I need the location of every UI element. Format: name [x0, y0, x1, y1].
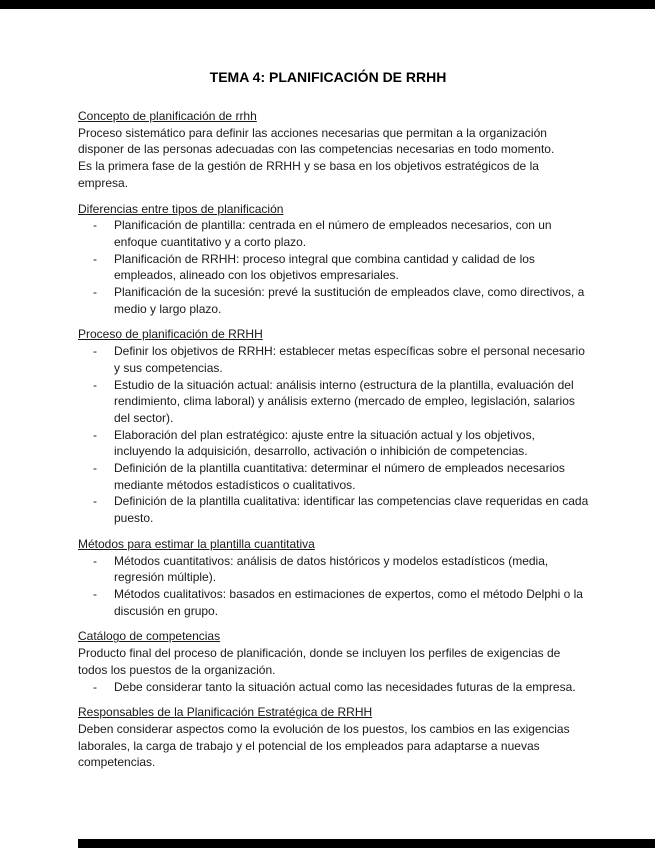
bullet-item — [78, 427, 592, 460]
bullet-text: Métodos cualitativos: basados en estimaciones de expertos, como el método Delphi o la discusión en grupo. — [114, 586, 583, 618]
bullet-list — [78, 679, 592, 696]
bullet-text: Elaboración del plan estratégico: ajuste entre la situación actual y los objetivos, incluyendo la adquisición, desarrollo, activación o inhibición de competencias. — [114, 427, 535, 459]
bullet-item — [78, 553, 592, 586]
bullet-dash-marker: - — [93, 285, 97, 300]
bullet-dash-marker: - — [93, 251, 97, 266]
section-heading: Diferencias entre tipos de planificación — [78, 201, 284, 216]
bullet-text: Estudio de la situación actual: análisis interno (estructura de la plantilla, evaluación del rendimiento, clima laboral) y análisis externo (mercado de empleo, legislación, salarios del sector). — [114, 377, 575, 425]
bullet-item — [78, 343, 592, 376]
bullet-item — [78, 460, 592, 493]
bullet-dash-marker: - — [93, 586, 97, 601]
bullet-item — [78, 679, 592, 696]
doc-section — [78, 201, 592, 318]
doc-section — [78, 536, 592, 620]
bullet-dash-marker: - — [93, 679, 97, 694]
bullet-dash-marker: - — [93, 461, 97, 476]
bullet-text: Debe considerar tanto la situación actual como las necesidades futuras de la empresa. — [114, 679, 576, 694]
section-heading: Proceso de planificación de RRHH — [78, 327, 263, 342]
bullet-list — [78, 553, 592, 620]
bullet-item — [78, 377, 592, 427]
doc-section — [78, 704, 592, 771]
section-heading: Concepto de planificación de rrhh — [78, 109, 257, 123]
top-edge-bar — [0, 0, 655, 9]
paragraph: Deben considerar aspectos como la evolución de los puestos, los cambios en las exigencias laborales, la carga de trabajo y el potencial de los empleados para adaptarse a nuevas competencias. — [78, 721, 570, 770]
bullet-dash-marker: - — [93, 553, 97, 568]
paragraph: Es la primera fase de la gestión de RRHH y se basa en los objetivos estratégicos de la empresa. — [78, 159, 539, 190]
bullet-dash-marker: - — [93, 427, 97, 442]
bullet-item — [78, 493, 592, 526]
bullet-item — [78, 284, 592, 317]
section-heading: Catálogo de competencias — [78, 629, 221, 644]
bullet-text: Definición de la plantilla cuantitativa: determinar el número de empleados necesarios mediante métodos estadísticos o cualitativos. — [114, 461, 565, 492]
bottom-edge-bar — [78, 839, 655, 848]
bullet-dash-marker: - — [93, 218, 97, 233]
document-title: TEMA 4: PLANIFICACIÓN DE RRHH — [209, 69, 447, 85]
bullet-text: Planificación de la sucesión: prevé la sustitución de empleados clave, como directivos, a medio y largo plazo. — [114, 285, 585, 316]
document-content — [78, 68, 592, 771]
bullet-text: Definir los objetivos de RRHH: establecer metas específicas sobre el personal necesario y sus competencias. — [114, 344, 585, 375]
bullet-dash-marker: - — [93, 344, 97, 359]
paragraph: Producto final del proceso de planificación, donde se incluyen los perfiles de exigencias de todos los puestos de la organización. — [78, 646, 561, 677]
paragraph: Proceso sistemático para definir las acciones necesarias que permitan a la organización disponer de las personas adecuadas con las competencias necesarias en todo momento. — [78, 125, 555, 157]
bullet-list — [78, 343, 592, 527]
bullet-list — [78, 217, 592, 317]
doc-section — [78, 108, 592, 192]
bullet-dash-marker: - — [93, 377, 97, 392]
doc-section — [78, 628, 592, 695]
bullet-text: Planificación de RRHH: proceso integral que combina cantidad y calidad de los empleados, alineado con los objetivos empresariales. — [114, 251, 535, 283]
doc-section — [78, 326, 592, 526]
section-heading: Responsables de la Planificación Estratégica de RRHH — [78, 705, 373, 720]
bullet-item — [78, 586, 592, 619]
bullet-text: Definición de la plantilla cualitativa: identificar las competencias clave requeridas en cada puesto. — [114, 494, 589, 526]
bullet-dash-marker: - — [93, 494, 97, 509]
sections-container — [78, 108, 592, 771]
section-heading: Métodos para estimar la plantilla cuantitativa — [78, 536, 315, 551]
bullet-text: Planificación de plantilla: centrada en el número de empleados necesarios, con un enfoque cuantitativo y a corto plazo. — [114, 218, 552, 249]
bullet-item — [78, 251, 592, 284]
bullet-text: Métodos cuantitativos: análisis de datos históricos y modelos estadísticos (media, regresión múltiple). — [114, 553, 549, 585]
bullet-item — [78, 217, 592, 250]
